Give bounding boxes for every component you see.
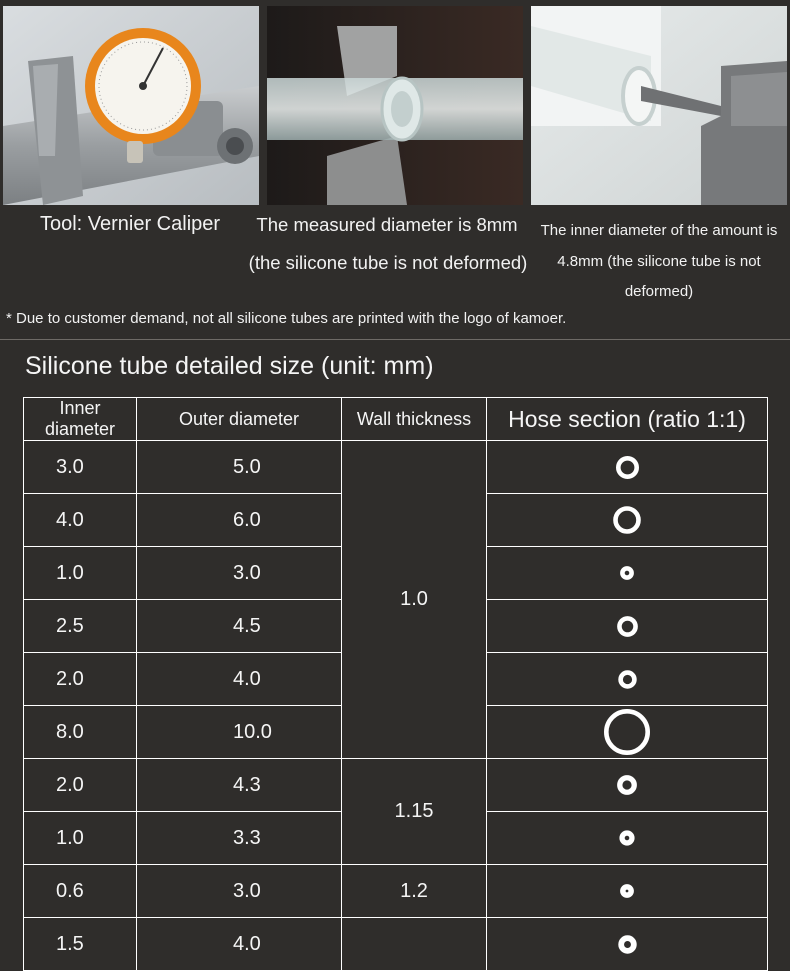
inner-diameter-cell: 3.0: [24, 441, 137, 494]
hose-section-cell: [487, 759, 768, 812]
hose-section-cell: [487, 812, 768, 865]
outer-measure-photo: [267, 6, 523, 205]
outer-diameter-cell: 4.0: [137, 653, 342, 706]
caption-tool: Tool: Vernier Caliper: [39, 213, 221, 235]
hose-section-cell: [487, 918, 768, 971]
hose-ring: [620, 672, 634, 686]
hose-ring: [621, 938, 634, 951]
inner-diameter-cell: 2.0: [24, 759, 137, 812]
hose-section-ring-icon: [617, 669, 638, 690]
wall-thickness-cell: 1.15: [342, 759, 487, 865]
outer-diameter-cell: 4.0: [137, 918, 342, 971]
wall-thickness-cell: [342, 918, 487, 971]
caption-measured-line1: The measured diameter is 8mm: [256, 214, 518, 235]
hose-ring: [622, 833, 632, 843]
hose-ring: [622, 568, 631, 577]
outer-diameter-cell: 5.0: [137, 441, 342, 494]
hose-section-ring-icon: [603, 708, 651, 756]
table-row: [24, 918, 768, 971]
size-table: [23, 397, 768, 971]
wall-thickness-cell: 1.2: [342, 865, 487, 918]
hose-section-ring-icon: [619, 565, 635, 581]
hose-section-ring-icon: [615, 455, 640, 480]
caption-measured-line2: (the silicone tube is not deformed): [248, 252, 528, 273]
hose-section-cell: [487, 494, 768, 547]
inner-diameter-cell: 2.5: [24, 600, 137, 653]
header-outer-diameter: Outer diameter: [137, 398, 342, 441]
section-divider: [0, 339, 790, 340]
header-inner-diameter: Inner diameter: [24, 398, 137, 441]
table-title: Silicone tube detailed size (unit: mm): [25, 352, 434, 380]
table-row: [24, 759, 768, 812]
hose-section-ring-icon: [619, 883, 635, 899]
outer-diameter-cell: 4.3: [137, 759, 342, 812]
outer-diameter-cell: 3.0: [137, 547, 342, 600]
inner-diameter-cell: 1.0: [24, 547, 137, 600]
inner-diameter-cell: 1.0: [24, 812, 137, 865]
logo-note: * Due to customer demand, not all silicone tubes are printed with the logo of kamoer.: [6, 310, 567, 327]
table-row: [24, 441, 768, 494]
hose-ring: [616, 509, 639, 532]
header-hose-section: Hose section (ratio 1:1): [487, 398, 768, 441]
hose-section-ring-icon: [618, 829, 636, 847]
table-row: [24, 865, 768, 918]
caption-inner-line2: 4.8mm (the silicone tube is not: [557, 253, 761, 270]
outer-diameter-cell: 6.0: [137, 494, 342, 547]
caliper-photo: [3, 6, 259, 205]
hose-section-cell: [487, 653, 768, 706]
hose-section-cell: [487, 706, 768, 759]
inner-diameter-cell: 2.0: [24, 653, 137, 706]
table-header-row: [24, 398, 768, 441]
header-wall-thickness: Wall thickness: [342, 398, 487, 441]
inner-diameter-cell: 8.0: [24, 706, 137, 759]
wall-thickness-cell: 1.0: [342, 441, 487, 759]
hose-ring: [623, 887, 631, 895]
caption-inner-line3: deformed): [624, 283, 694, 300]
inner-diameter-cell: 0.6: [24, 865, 137, 918]
hose-ring: [606, 711, 647, 752]
hose-section-ring-icon: [616, 774, 638, 796]
outer-diameter-cell: 3.3: [137, 812, 342, 865]
outer-diameter-cell: 3.0: [137, 865, 342, 918]
hose-section-cell: [487, 547, 768, 600]
hose-ring: [620, 778, 634, 792]
inner-diameter-cell: 4.0: [24, 494, 137, 547]
hose-ring: [619, 618, 635, 634]
inner-measure-photo: [531, 6, 787, 205]
hose-section-cell: [487, 865, 768, 918]
hose-ring: [618, 458, 636, 476]
inner-diameter-cell: 1.5: [24, 918, 137, 971]
hose-section-cell: [487, 441, 768, 494]
outer-diameter-cell: 4.5: [137, 600, 342, 653]
hose-section-cell: [487, 600, 768, 653]
outer-diameter-cell: 10.0: [137, 706, 342, 759]
hose-section-ring-icon: [616, 615, 639, 638]
caption-inner-line1: The inner diameter of the amount is: [540, 222, 778, 239]
hose-section-ring-icon: [617, 934, 638, 955]
hose-section-ring-icon: [612, 505, 642, 535]
